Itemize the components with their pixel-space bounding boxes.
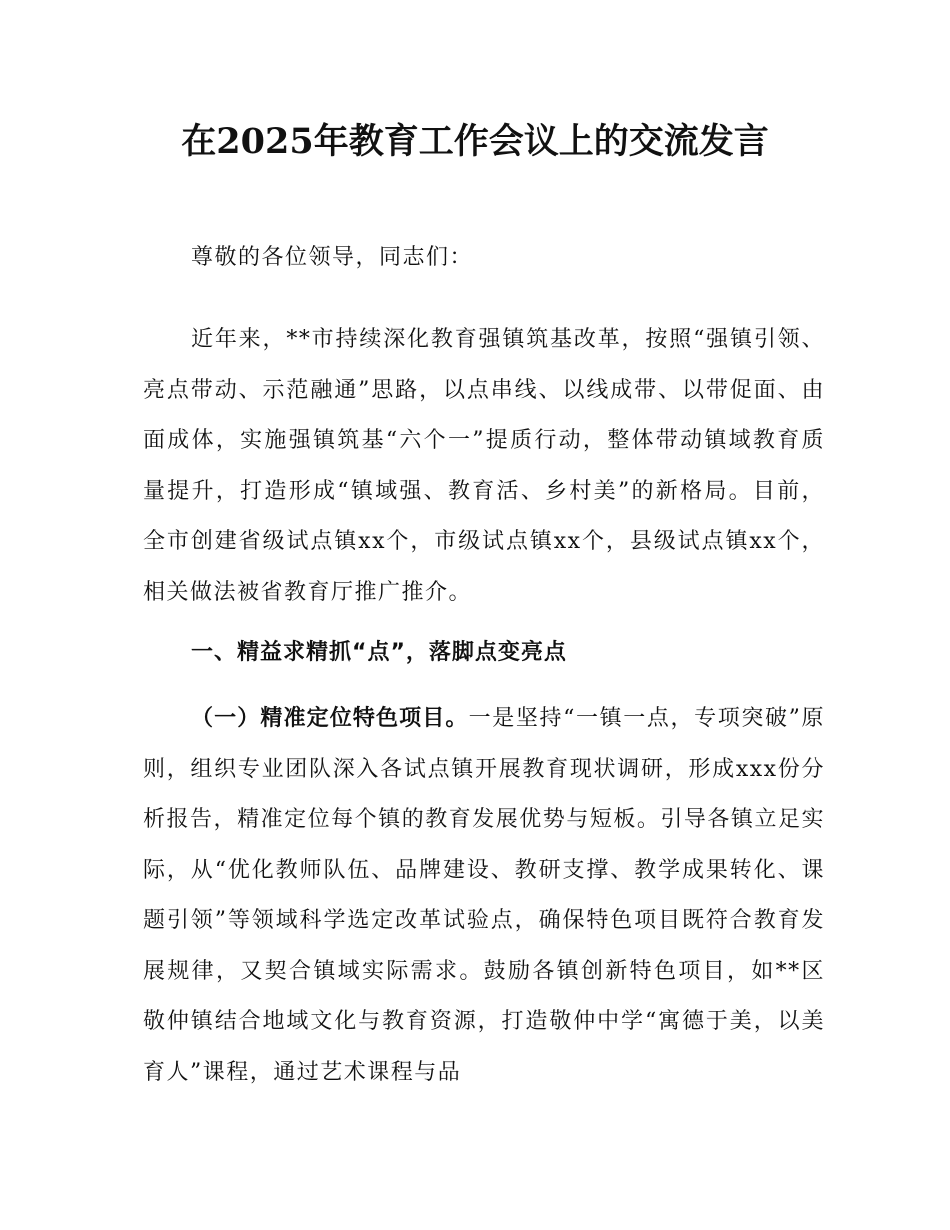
subsection-heading-1: （一）精准定位特色项目。	[191, 706, 469, 731]
section-heading-1: 一、精益求精抓“点”，落脚点变亮点	[191, 640, 567, 665]
greeting: 尊敬的各位领导，同志们：	[191, 245, 474, 270]
paragraph-intro: 近年来，**市持续深化教育强镇筑基改革，按照“强镇引领、亮点带动、示范融通”思路，以点串线、以线成带、以带促面、由面成体，实施强镇筑基“六个一”提质行动，整体带动镇域教育质量提升，打造形成“镇域强、教育活、乡村美”的新格局。目前，全市创建省级试点镇xx个，市级试点镇xx个，县级试点镇xx个，相关做法被省教育厅推广推介。	[143, 327, 825, 605]
subsection-text-1: 一是坚持“一镇一点，专项突破”原则，组织专业团队深入各试点镇开展教育现状调研，形成xxx份分析报告，精准定位每个镇的教育发展优势与短板。引导各镇立足实际，从“优化教师队伍、品牌建设、教研支撑、教学成果转化、课题引领”等领域科学选定改革试验点，确保特色项目既符合教育发展规律，又契合镇域实际需求。鼓励各镇创新特色项目，如**区敬仲镇结合地域文化与教育资源，打造敬仲中学“寓德于美，以美育人”课程，通过艺术课程与品	[143, 706, 825, 1085]
document-title: 在2025年教育工作会议上的交流发言	[181, 121, 769, 162]
paragraph-subsection-1	[143, 694, 825, 1098]
